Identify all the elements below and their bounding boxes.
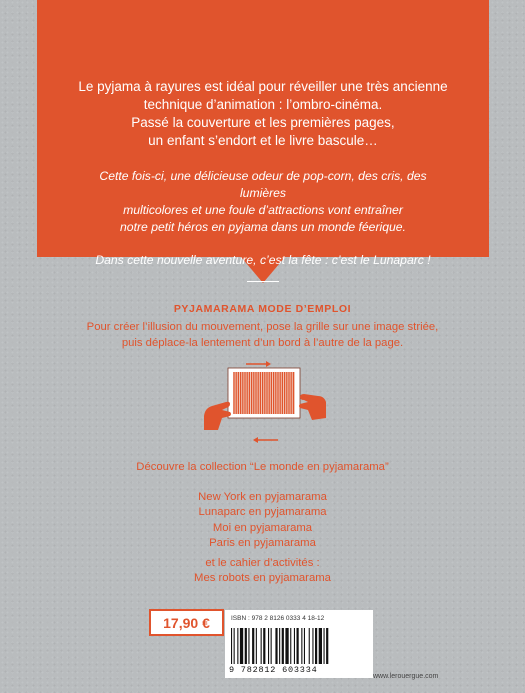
intro-line: Passé la couverture et les premières pages, — [131, 115, 395, 130]
banner-text — [77, 78, 449, 282]
intro-paragraph — [77, 78, 449, 150]
activity-book-title: Mes robots en pyjamarama — [194, 572, 331, 584]
mode-emploi-title: PYJAMARAMA MODE D’EMPLOI — [173, 303, 352, 315]
story-line: notre petit héros en pyjama dans un monde féerique. — [120, 220, 406, 234]
barcode-digits: 9 782812 603334 — [229, 665, 318, 675]
description-banner — [37, 0, 489, 283]
grid-illustration — [200, 360, 330, 448]
publisher-website[interactable]: www.lerouergue.com — [373, 673, 439, 680]
story-line: multicolores et une foule d’attractions vont entraîner — [123, 203, 403, 217]
list-item: Moi en pyjamarama — [212, 521, 313, 534]
list-item: New York en pyjamarama — [198, 491, 327, 503]
list-item: Paris en pyjamarama — [209, 536, 316, 549]
divider — [247, 281, 279, 282]
left-hand-icon — [204, 402, 231, 430]
barcode-icon — [229, 628, 369, 664]
book-list — [0, 490, 525, 551]
intro-line: Le pyjama à rayures est idéal pour réveiller une très ancienne — [78, 79, 448, 94]
barcode-block — [225, 610, 373, 678]
striped-grid-icon — [228, 368, 300, 418]
mode-emploi-line: puis déplace-la lentement d’un bord à l’autre de la page. — [121, 337, 404, 349]
mode-emploi-description — [0, 319, 525, 351]
isbn-text: ISBN : 978 2 8126 0333 4 18-12 — [231, 615, 325, 622]
intro-line: technique d’animation : l’ombro-cinéma. — [143, 97, 383, 112]
price-tag: 17,90 € — [149, 609, 224, 636]
intro-line: un enfant s’endort et le livre bascule… — [148, 133, 378, 148]
arrow-right-icon — [246, 361, 271, 367]
list-item: Lunaparc en pyjamarama — [198, 506, 327, 519]
right-hand-icon — [299, 394, 326, 420]
closing-line: Dans cette nouvelle aventure, c’est la fête : c’est le Lunaparc ! — [95, 253, 431, 267]
collection-title: Découvre la collection “Le monde en pyjamarama” — [136, 461, 389, 473]
arrow-left-icon — [253, 437, 278, 443]
story-paragraph — [77, 168, 449, 236]
story-line: Cette fois-ci, une délicieuse odeur de pop-corn, des cris, des lumières — [99, 169, 427, 200]
mode-emploi-line: Pour créer l’illusion du mouvement, pose la grille sur une image striée, — [86, 321, 439, 333]
activity-book-label: et le cahier d’activités : — [205, 557, 320, 569]
